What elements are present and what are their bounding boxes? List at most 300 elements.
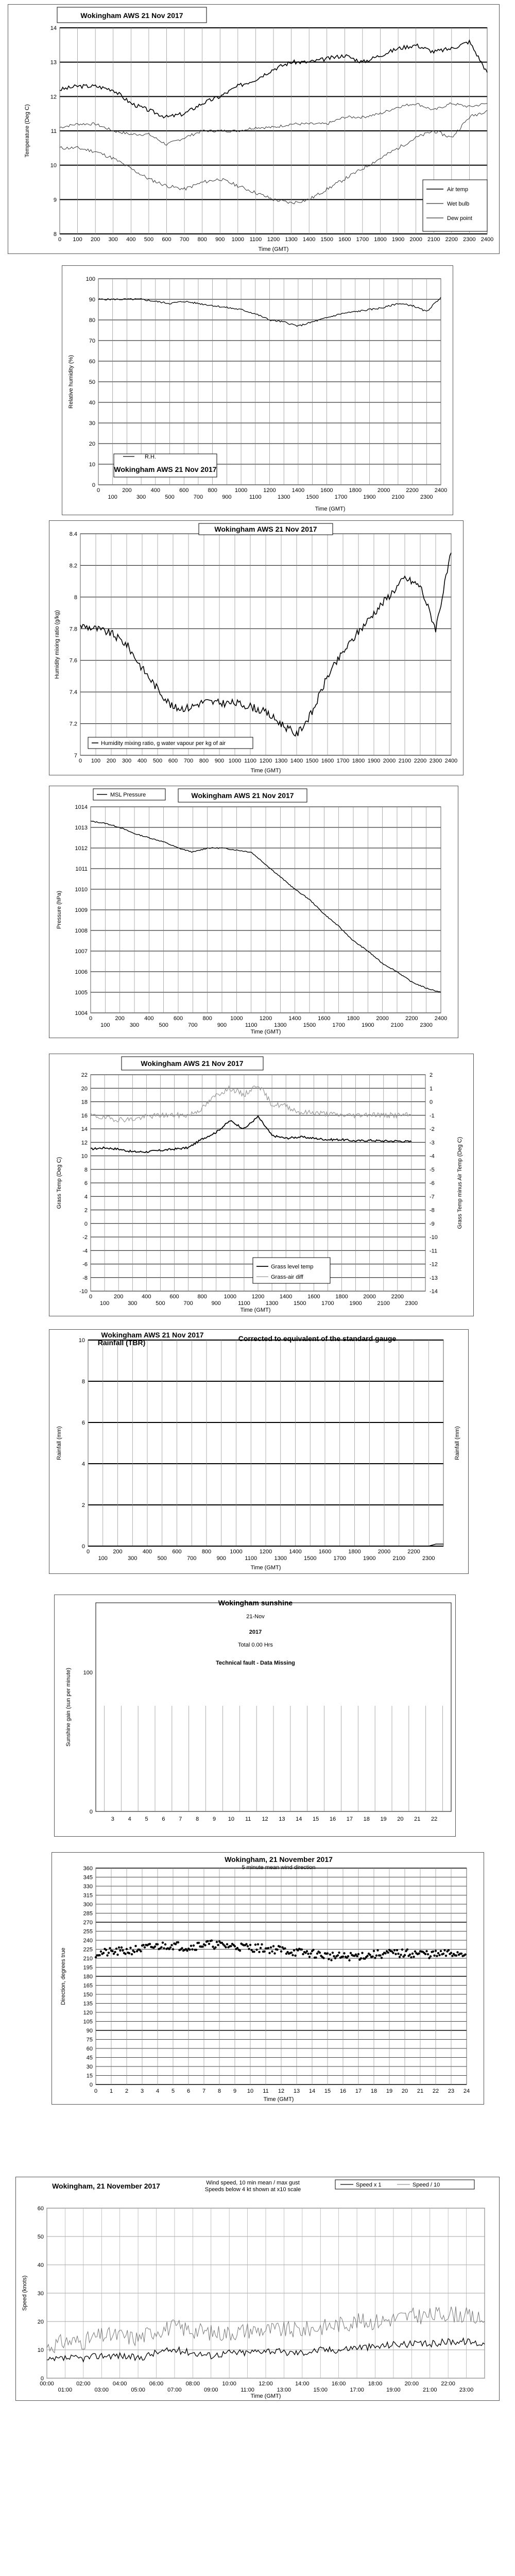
x-tick-label: 21 [417, 2088, 424, 2094]
wind-direction-point [142, 1944, 144, 1946]
x-tick-label: 700 [193, 494, 203, 500]
wind-direction-point [397, 1953, 399, 1955]
x-tick-label: 1400 [279, 1294, 293, 1300]
y-tick-label: 135 [83, 2001, 93, 2007]
x-tick-label: 1300 [274, 1555, 287, 1562]
wind-direction-point [425, 1950, 427, 1952]
temperature-plot [8, 5, 500, 255]
x-axis-label: Time (GMT) [315, 506, 346, 512]
x-tick-label: 2200 [406, 487, 419, 494]
x-tick-label: 22:00 [441, 2381, 455, 2387]
x-tick-label: 13 [293, 2088, 300, 2094]
y-tick-label: 270 [83, 1920, 93, 1926]
wind-direction-point [384, 1952, 386, 1954]
x-tick-label: 8 [196, 1816, 199, 1822]
wind-direction-point [342, 1956, 344, 1958]
wind-direction-point [276, 1948, 278, 1951]
wind-direction-point [328, 1958, 330, 1960]
wind-direction-point [343, 1952, 345, 1954]
y-tick-label: -10 [79, 1289, 88, 1295]
y-axis-label: Speed (knots) [22, 2275, 28, 2311]
x-tick-label: 300 [108, 236, 118, 243]
x-tick-label: 100 [91, 758, 101, 764]
y2-tick-label: -3 [430, 1140, 435, 1146]
pressure-plot [49, 786, 459, 1039]
y-tick-label: -2 [82, 1234, 88, 1241]
wind-direction-point [212, 1945, 214, 1947]
x-tick-label: 18 [363, 1816, 370, 1822]
y-tick-label: 0 [92, 482, 95, 488]
y-tick-label: 2 [84, 1207, 88, 1214]
x-tick-label: 800 [202, 1015, 212, 1022]
x-tick-label: 21:00 [422, 2387, 437, 2393]
y-tick-label: 20 [37, 2319, 44, 2325]
y-tick-label: 9 [53, 197, 57, 204]
chart-title: Wokingham AWS 21 Nov 2017 [80, 11, 183, 20]
x-tick-label: 800 [208, 487, 217, 494]
x-tick-label: 200 [106, 758, 116, 764]
wind-direction-point [119, 1950, 121, 1952]
wind-direction-point [225, 1946, 227, 1948]
x-tick-label: 3 [140, 2088, 144, 2094]
y-tick-label: 10 [37, 2347, 44, 2353]
x-tick-label: 12 [278, 2088, 285, 2094]
wind-direction-point [172, 1948, 174, 1950]
wind-direction-point [128, 1952, 130, 1954]
x-tick-label: 1300 [277, 494, 290, 500]
legend-entry: Wet bulb [447, 201, 470, 207]
x-tick-label: 1200 [267, 236, 280, 243]
x-tick-label: 18 [370, 2088, 377, 2094]
wind-direction-point [204, 1944, 206, 1946]
x-tick-label: 600 [179, 487, 189, 494]
chart-subtitle: Speeds below 4 kt shown at x10 scale [204, 2187, 301, 2193]
y-tick-label: -6 [82, 1261, 88, 1268]
y-tick-label: 10 [50, 162, 57, 169]
x-tick-label: 1600 [320, 487, 333, 494]
x-tick-label: 600 [168, 758, 178, 764]
y-tick-label: 4 [84, 1194, 88, 1200]
wind-direction-point [379, 1954, 381, 1956]
x-tick-label: 07:00 [167, 2387, 182, 2393]
wind-direction-point [248, 1948, 250, 1950]
wind-direction-point [443, 1949, 445, 1951]
x-tick-label: 5 [171, 2088, 175, 2094]
y-tick-label: 8.2 [69, 563, 77, 569]
x-tick-label: 8 [217, 2088, 221, 2094]
y-tick-label: 7.4 [69, 689, 77, 696]
y2-tick-label: -9 [430, 1221, 435, 1227]
wind-direction-point [284, 1947, 286, 1950]
wind-direction-point [188, 1948, 191, 1951]
x-tick-label: 100 [108, 494, 117, 500]
x-tick-label: 100 [99, 1300, 110, 1307]
chart-title: Wokingham AWS 21 Nov 2017 [191, 791, 294, 800]
x-tick-label: 300 [128, 1300, 138, 1307]
wind-direction-point [291, 1954, 294, 1956]
x-tick-label: 20 [401, 2088, 408, 2094]
wind-direction-point [201, 1945, 203, 1947]
y-tick-label: 30 [37, 2291, 44, 2297]
x-tick-label: 2100 [391, 494, 405, 500]
y-tick-label: 120 [83, 2010, 93, 2016]
y-axis-label: Pressure (hPa) [56, 891, 62, 929]
x-tick-label: 200 [113, 1549, 123, 1555]
x-tick-label: 2300 [463, 236, 476, 243]
y-axis-label: Grass Temp (Deg C) [56, 1157, 62, 1209]
x-tick-label: 500 [144, 236, 154, 243]
x-tick-label: 700 [188, 1022, 198, 1028]
x-tick-label: 14 [308, 2088, 316, 2094]
y2-tick-label: 1 [430, 1086, 433, 1092]
x-tick-label: 05:00 [131, 2387, 145, 2393]
legend-entry: Grass level temp [271, 1264, 314, 1270]
y-tick-label: 8 [84, 1166, 88, 1173]
legend-entry: Humidity mixing ratio, g water vapour per kg of air [101, 740, 226, 747]
x-tick-label: 2300 [420, 1022, 433, 1028]
y-tick-label: 285 [83, 1910, 93, 1917]
x-tick-label: 09:00 [203, 2387, 218, 2393]
x-tick-label: 100 [98, 1555, 108, 1562]
x-tick-label: 300 [136, 494, 146, 500]
x-tick-label: 600 [162, 236, 171, 243]
chart-subtitle: Wind speed, 10 min mean / max gust [206, 2180, 300, 2186]
y-tick-label: 0 [81, 1544, 85, 1550]
x-tick-label: 400 [142, 1294, 151, 1300]
y-tick-label: 1012 [75, 845, 88, 852]
x-tick-label: 2100 [390, 1022, 404, 1028]
wind-direction-point [181, 1947, 183, 1949]
y-tick-label: 18 [81, 1099, 88, 1106]
y-tick-label: 0 [89, 2082, 93, 2088]
x-tick-label: 2400 [434, 487, 448, 494]
x-tick-label: 700 [179, 236, 190, 243]
y-tick-label: 50 [89, 379, 95, 385]
wind-direction-point [245, 1943, 247, 1945]
x-tick-label: 2000 [363, 1294, 376, 1300]
x-tick-label: 1500 [320, 236, 333, 243]
wind-direction-point [270, 1946, 272, 1948]
x-tick-label: 2300 [405, 1300, 418, 1307]
wind-direction-point [319, 1952, 321, 1954]
x-tick-label: 1900 [363, 1555, 376, 1562]
chart-title: Wokingham, 21 November 2017 [52, 2182, 160, 2190]
y-tick-label: 20 [81, 1086, 88, 1092]
wind-speed-plot [16, 2177, 500, 2401]
wind-direction-plot [52, 1853, 485, 2105]
y-tick-label: 1008 [75, 928, 88, 934]
wind-direction-point [124, 1953, 126, 1955]
x-tick-label: 2200 [391, 1294, 404, 1300]
wind-direction-point [440, 1950, 442, 1952]
wind-direction-point [169, 1946, 171, 1948]
x-tick-label: 500 [156, 1300, 165, 1307]
x-tick-label: 1400 [289, 1549, 302, 1555]
x-tick-label: 2100 [377, 1300, 390, 1307]
x-tick-label: 900 [216, 1555, 226, 1562]
y-tick-label: 8 [74, 594, 77, 601]
wind-direction-point [327, 1952, 329, 1954]
y2-tick-label: -1 [430, 1112, 435, 1119]
wind-direction-point [258, 1951, 260, 1953]
x-tick-label: 1100 [238, 1300, 250, 1307]
wind-direction-point [144, 1946, 146, 1948]
x-tick-label: 1300 [265, 1300, 279, 1307]
x-tick-label: 16 [329, 1816, 336, 1822]
wind-direction-point [162, 1942, 164, 1944]
x-tick-label: 17 [355, 2088, 362, 2094]
wind-direction-point [134, 1945, 136, 1947]
legend-entry: Dew point [447, 215, 472, 222]
pressure-chart [49, 786, 458, 1038]
x-tick-label: 10:00 [222, 2381, 236, 2387]
y-tick-label: 50 [37, 2234, 44, 2240]
wind-direction-point [109, 1947, 111, 1949]
x-tick-label: 17:00 [350, 2387, 364, 2393]
wind-direction-point [445, 1955, 447, 1957]
chart-title: Wokingham AWS 21 Nov 2017 [141, 1059, 244, 1067]
wind-direction-point [430, 1955, 432, 1957]
x-tick-label: 1600 [318, 1015, 331, 1022]
wind-direction-point [322, 1957, 324, 1959]
wind-direction-point [154, 1945, 156, 1947]
y-tick-label: 300 [83, 1902, 93, 1908]
x-tick-label: 1100 [249, 236, 262, 243]
x-tick-label: 1500 [304, 1555, 317, 1562]
wind-direction-point [366, 1955, 368, 1957]
y-tick-label: 1011 [75, 866, 88, 872]
x-tick-label: 1900 [363, 494, 376, 500]
y-axis-label: Direction, degrees true [60, 1947, 66, 2005]
wind-direction-point [280, 1951, 282, 1953]
wind-direction-point [254, 1943, 256, 1945]
y-axis-label: Rainfall (mm) [56, 1426, 62, 1460]
x-tick-label: 23:00 [459, 2387, 474, 2393]
y-tick-label: 75 [86, 2037, 93, 2043]
y-tick-label: 345 [83, 1874, 93, 1881]
x-tick-label: 1100 [245, 1022, 258, 1028]
x-tick-label: 14:00 [295, 2381, 310, 2387]
x-tick-label: 1800 [348, 1549, 361, 1555]
wind-direction-point [348, 1959, 350, 1961]
x-tick-label: 1000 [228, 758, 242, 764]
humidity-chart [62, 265, 453, 515]
y-tick-label: 7.2 [69, 721, 77, 727]
y2-tick-label: -10 [430, 1234, 438, 1241]
x-tick-label: 0 [86, 1549, 90, 1555]
x-tick-label: 400 [137, 758, 147, 764]
temperature-chart [8, 4, 500, 254]
y2-tick-label: -14 [430, 1289, 438, 1295]
chart-subtitle: Rainfall (TBR) [97, 1338, 146, 1347]
x-tick-label: 7 [202, 2088, 206, 2094]
y-tick-label: 7.8 [69, 626, 77, 633]
wind-direction-point [333, 1955, 335, 1957]
wind-direction-point [347, 1955, 349, 1957]
x-tick-label: 2400 [480, 236, 494, 243]
wind-direction-point [437, 1952, 439, 1954]
x-tick-label: 00:00 [40, 2381, 54, 2387]
x-axis-label: Time (GMT) [258, 246, 289, 252]
wind-direction-point [217, 1944, 219, 1946]
x-tick-label: 08:00 [185, 2381, 200, 2387]
x-tick-label: 400 [142, 1549, 152, 1555]
chart-title: Wokingham AWS 21 Nov 2017 [114, 465, 217, 473]
wind-direction-point [216, 1941, 218, 1943]
x-tick-label: 2400 [444, 758, 458, 764]
y-tick-label: 1014 [75, 804, 88, 810]
x-tick-label: 1900 [391, 236, 405, 243]
wind-direction-point [198, 1942, 200, 1944]
chart-message: Technical fault - Data Missing [216, 1660, 295, 1666]
wind-direction-point [338, 1952, 340, 1954]
x-tick-label: 2200 [405, 1015, 418, 1022]
wind-direction-point [371, 1956, 373, 1958]
wind-direction-point [414, 1950, 416, 1952]
y-tick-label: 210 [83, 1956, 93, 1962]
x-tick-label: 2000 [376, 1015, 389, 1022]
wind-direction-point [272, 1945, 274, 1947]
x-tick-label: 19 [386, 2088, 393, 2094]
x-axis-label: Time (GMT) [250, 1565, 281, 1571]
wind-direction-point [108, 1952, 110, 1954]
x-tick-label: 700 [187, 1555, 197, 1562]
x-tick-label: 5 [145, 1816, 148, 1822]
wind-direction-point [375, 1955, 377, 1957]
sunshine-chart [54, 1595, 456, 1837]
wind-direction-point [195, 1948, 197, 1951]
wind-direction-point [460, 1953, 462, 1955]
y2-tick-label: -11 [430, 1248, 438, 1255]
chart-title: Wokingham sunshine [218, 1599, 293, 1607]
y-tick-label: 1013 [75, 825, 88, 831]
x-tick-label: 400 [126, 236, 136, 243]
x-tick-label: 2400 [434, 1015, 448, 1022]
wind-direction-point [164, 1943, 166, 1945]
x-tick-label: 0 [89, 1294, 93, 1300]
x-tick-label: 1300 [274, 758, 288, 764]
wind-direction-point [293, 1949, 295, 1951]
x-tick-label: 1800 [349, 487, 362, 494]
x-axis-label: Time (GMT) [250, 2393, 281, 2399]
x-tick-label: 1100 [244, 758, 256, 764]
x-tick-label: 1700 [333, 1555, 346, 1562]
chart-title: Wokingham, 21 November 2017 [225, 1855, 333, 1863]
x-tick-label: 1800 [335, 1294, 348, 1300]
y-tick-label: 15 [86, 2073, 93, 2079]
legend-entry: Grass-air diff [271, 1274, 303, 1280]
x-tick-label: 2000 [377, 487, 390, 494]
wind-direction-point [100, 1951, 102, 1953]
x-tick-label: 1500 [294, 1300, 306, 1307]
x-tick-label: 2200 [445, 236, 458, 243]
x-tick-label: 1200 [251, 1294, 265, 1300]
x-tick-label: 1200 [259, 1015, 272, 1022]
wind-direction-point [157, 1943, 159, 1945]
wind-direction-point [208, 1943, 210, 1945]
y-tick-label: 90 [89, 297, 95, 303]
y-tick-label: 16 [81, 1112, 88, 1119]
wind-direction-point [131, 1953, 133, 1955]
y-tick-label: -4 [82, 1248, 88, 1255]
legend-entry: Speed / 10 [413, 2182, 440, 2188]
wind-direction-point [273, 1952, 276, 1954]
x-tick-label: 400 [144, 1015, 154, 1022]
wind-direction-point [149, 1943, 151, 1945]
wind-direction-point [190, 1945, 192, 1947]
wind-direction-point [118, 1946, 120, 1948]
y-tick-label: 14 [50, 25, 57, 31]
x-tick-label: 300 [122, 758, 132, 764]
y-tick-label: 60 [89, 359, 95, 365]
y-tick-label: 195 [83, 1964, 93, 1971]
wind-direction-point [301, 1948, 303, 1951]
x-tick-label: 1500 [303, 1022, 316, 1028]
wind-direction-point [279, 1945, 281, 1947]
y-tick-label: 8.4 [69, 531, 77, 537]
wind-direction-point [249, 1944, 251, 1946]
wind-direction-point [160, 1946, 162, 1948]
x-tick-label: 2200 [414, 758, 427, 764]
y-tick-label: 225 [83, 1946, 93, 1953]
y2-tick-label: -5 [430, 1166, 435, 1173]
wind-direction-point [106, 1954, 108, 1956]
wind-direction-point [294, 1955, 296, 1957]
wind-direction-point [330, 1959, 332, 1961]
chart-total: Total 0.00 Hrs [238, 1642, 273, 1648]
wind-direction-point [260, 1947, 262, 1949]
y-tick-label: 360 [83, 1866, 93, 1872]
wind-direction-point [410, 1956, 412, 1958]
x-tick-label: 1500 [305, 758, 319, 764]
x-tick-label: 2200 [407, 1549, 420, 1555]
wind-direction-point [177, 1941, 179, 1943]
x-tick-label: 500 [159, 1022, 168, 1028]
wind-direction-point [310, 1953, 312, 1955]
x-tick-label: 3 [111, 1816, 114, 1822]
wind-direction-point [456, 1951, 458, 1953]
x-tick-label: 18:00 [368, 2381, 383, 2387]
wind-direction-point [105, 1948, 107, 1951]
wind-direction-point [394, 1953, 397, 1955]
x-axis-label: Time (GMT) [250, 768, 281, 774]
y-tick-label: 330 [83, 1884, 93, 1890]
y-tick-label: 8 [53, 231, 57, 238]
wind-direction-point [163, 1947, 165, 1949]
x-tick-label: 700 [183, 758, 194, 764]
x-tick-label: 22 [432, 2088, 439, 2094]
y-tick-label: 100 [83, 1670, 93, 1676]
x-tick-label: 19 [380, 1816, 387, 1822]
wind-direction-point [438, 1954, 440, 1956]
x-tick-label: 1000 [224, 1294, 237, 1300]
y-tick-label: 7.6 [69, 657, 77, 664]
chart-title: Wokingham AWS 21 Nov 2017 [214, 525, 317, 533]
x-axis-label: Time (GMT) [263, 2096, 294, 2103]
grass-temp-chart [49, 1054, 474, 1316]
x-tick-label: 6 [186, 2088, 191, 2094]
y2-tick-label: -4 [430, 1153, 435, 1160]
x-tick-label: 400 [150, 487, 161, 494]
wind-direction-point [186, 1950, 188, 1952]
legend-entry: R.H. [145, 454, 156, 460]
wind-direction-point [396, 1949, 398, 1951]
wind-direction-point [307, 1953, 309, 1955]
x-tick-label: 16:00 [331, 2381, 346, 2387]
x-tick-label: 1400 [288, 1015, 301, 1022]
wind-direction-point [116, 1954, 118, 1956]
x-tick-label: 10 [228, 1816, 234, 1822]
